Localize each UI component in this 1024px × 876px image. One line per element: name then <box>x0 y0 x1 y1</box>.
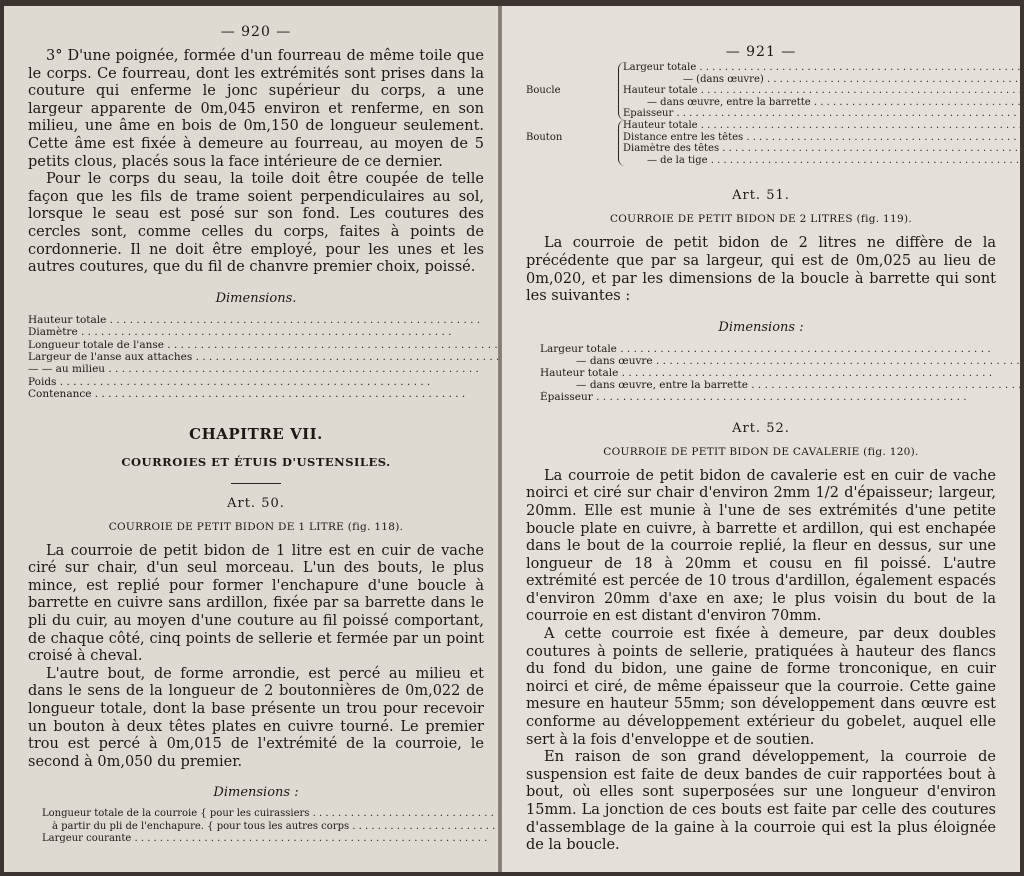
dimensions-title: Dimensions : <box>718 319 804 335</box>
divider <box>231 483 281 484</box>
list-item <box>623 120 1020 132</box>
table-row <box>28 388 498 400</box>
article-heading: Art. 51. <box>732 188 790 204</box>
section-title: COURROIE DE PETIT BIDON DE CAVALERIE (fig. 120). <box>603 445 919 458</box>
row-label: — (dans œuvre) <box>683 73 764 85</box>
row-label: Diamètre des têtes <box>623 143 720 155</box>
list-item <box>623 62 1020 74</box>
section-title: COURROIE DE PETIT BIDON DE 2 LITRES (fig. 119). <box>609 213 913 226</box>
right-page <box>502 6 1020 872</box>
row-label: — — au milieu <box>28 363 106 376</box>
table-row <box>28 351 498 363</box>
row-label: Contenance <box>28 388 92 401</box>
row-label: Distance entre les têtes <box>623 131 744 143</box>
row-label: Largeur totale <box>540 342 617 355</box>
row-label: — dans œuvre, entre la barrette <box>647 96 811 108</box>
row-label: Longueur totale de la courroie { pour les cuirassiers <box>42 808 310 820</box>
paragraph: La courroie de petit bidon de 1 litre est en cuir de vache ciré sur chair, d'un seul morceau. L'un des bouts, le plus mince, est replié pour former l'enchapure d'une boucle à barrette en cuivre sans ardillon, fixée par sa barrette dans le pli du cuir, au moyen d'une couture au fil poissé comportant, de chaque côté, cinq points de sellerie et fermée par un point croisé à cheval. <box>28 542 484 665</box>
paragraph: Pour le corps du seau, la toile doit être coupée de telle façon que les fils de trame soient perpendiculaires au sol, lorsque le seau est posé sur son fond. Les coutures des cercles sont, comme celles du corps, faites à points de cordonnerie. Il ne doit être employé, pour les unes et les autres coutures, que du fil de chanvre premier choix, poissé. <box>28 171 484 276</box>
group-label: Bouton <box>526 131 563 143</box>
list-item <box>623 155 1020 167</box>
row-label: Hauteur totale <box>540 366 619 379</box>
page-number: — 921 — <box>725 44 797 60</box>
table-row <box>28 821 498 833</box>
chapter-title: CHAPITRE VII. <box>189 424 323 443</box>
row-label: Largeur totale <box>623 62 697 73</box>
table-row <box>28 376 498 388</box>
list-item <box>623 132 1020 144</box>
article-heading: Art. 50. <box>227 495 285 511</box>
row-label: Hauteur totale <box>28 313 107 326</box>
row-label: Hauteur totale <box>623 119 698 131</box>
row-label: — dans œuvre <box>576 354 653 367</box>
bouton-group <box>526 120 996 166</box>
list-item <box>623 108 1020 120</box>
dimensions-table <box>28 314 498 401</box>
dimensions-table <box>526 343 1020 403</box>
left-page <box>4 6 498 872</box>
dimensions-title: Dimensions. <box>215 290 297 306</box>
row-label: — dans œuvre, entre la barrette <box>576 378 748 391</box>
row-label: Épaisseur <box>540 390 593 403</box>
brace <box>618 120 1020 166</box>
article-heading: Art. 52. <box>732 420 790 436</box>
list-item <box>623 74 1020 86</box>
row-label: à partir du pli de l'enchapure. { pour tous les autres corps <box>52 820 350 832</box>
row-label: — de la tige <box>647 154 708 166</box>
table-row <box>526 367 1020 379</box>
chapter-subtitle: COURROIES ET ÉTUIS D'USTENSILES. <box>121 454 391 469</box>
row-label: Diamètre <box>28 326 78 339</box>
row-label: Épaisseur <box>623 108 674 120</box>
dimensions-title: Dimensions : <box>213 785 299 801</box>
paragraph: L'autre bout, de forme arrondie, est percé au milieu et dans le sens de la longueur de 2 boutonnières de 0m,022 de longueur totale, dont la base présente un trou pour recevoir un bouton à deux têtes plates en cuivre tourné. Le premier trou est percé à 0m,015 de l'extrémité de la courroie, le second à 0m,050 du premier. <box>28 665 484 770</box>
paragraph: A cette courroie est fixée à demeure, par deux doubles coutures à points de sellerie, pratiquées à hauteur des flancs du fond du bidon, une gaine de forme tronconique, en cuir noirci et ciré, de même épaisseur que la courroie. Cette gaine mesure en hauteur 55mm; son développement dans œuvre est conforme au développement extérieur du gobelet, auquel elle sert à la fois d'enveloppe et de soutien. <box>526 626 996 748</box>
brace <box>618 62 1020 120</box>
row-label: Hauteur totale <box>623 85 698 97</box>
table-row <box>526 343 1020 355</box>
boucle-group <box>526 62 996 120</box>
table-row <box>28 808 498 820</box>
paragraph: En raison de son grand développement, la courroie de suspension est faite de deux bandes de cuir rapportées bout à bout, où elles sont superposées sur une longueur d'environ 15mm. La jonction de ces bouts est faite par celle des coutures d'assemblage de la gaine à la courroie qui est la plus éloignée de la boucle. <box>526 749 996 854</box>
table-row <box>526 391 1020 403</box>
row-label: Largeur courante <box>42 833 132 845</box>
list-item <box>623 143 1020 155</box>
table-row <box>28 363 498 375</box>
table-row <box>526 355 1020 367</box>
table-row <box>28 314 498 326</box>
paragraph: La courroie de petit bidon de 2 litres ne diffère de la précédente que par sa largeur, qui est de 0m,025 au lieu de 0m,020, et par les dimensions de la boucle à barrette qui sont les suivantes : <box>526 235 996 305</box>
table-row <box>28 339 498 351</box>
page-number: — 920 — <box>220 24 292 40</box>
group-label: Boucle <box>526 85 561 96</box>
section-title: COURROIE DE PETIT BIDON DE 1 LITRE (fig. 118). <box>108 520 404 533</box>
dimensions-table <box>28 808 498 845</box>
paragraph: La courroie de petit bidon de cavalerie est en cuir de vache noirci et ciré sur chair d'environ 2mm 1/2 d'épaisseur; largeur, 20mm. Elle est munie à l'une de ses extrémités d'une petite boucle plate en cuivre, à barrette et ardillon, qui est enchapée dans le bout de la courroie replié, la fleur en dessus, sur une longueur de 18 à 20mm et cousu en fil poissé. L'autre extrémité est percée de 10 trous d'ardillon, également espacés d'environ 20mm d'axe en axe; le plus voisin du bout de la courroie en est distant d'environ 70mm. <box>526 467 996 625</box>
row-label: Largeur de l'anse aux attaches <box>28 350 193 363</box>
row-label: Longueur totale de l'anse <box>28 338 164 351</box>
table-row <box>526 379 1020 391</box>
table-row <box>28 833 498 845</box>
list-item <box>623 85 1020 97</box>
row-label: Poids <box>28 375 57 388</box>
table-row <box>28 326 498 338</box>
paragraph: 3° D'une poignée, formée d'un fourreau de même toile que le corps. Ce fourreau, dont les extrémités sont prises dans la couture qui enferme le jonc supérieur du corps, a une largeur apparente de 0m,045 environ et renferme, en son milieu, une âme en bois de 0m,150 de longueur seulement. Cette âme est fixée à demeure au fourreau, au moyen de 5 petits clous, placés sous la face intérieure de ce dernier. <box>28 48 484 170</box>
list-item <box>623 97 1020 109</box>
